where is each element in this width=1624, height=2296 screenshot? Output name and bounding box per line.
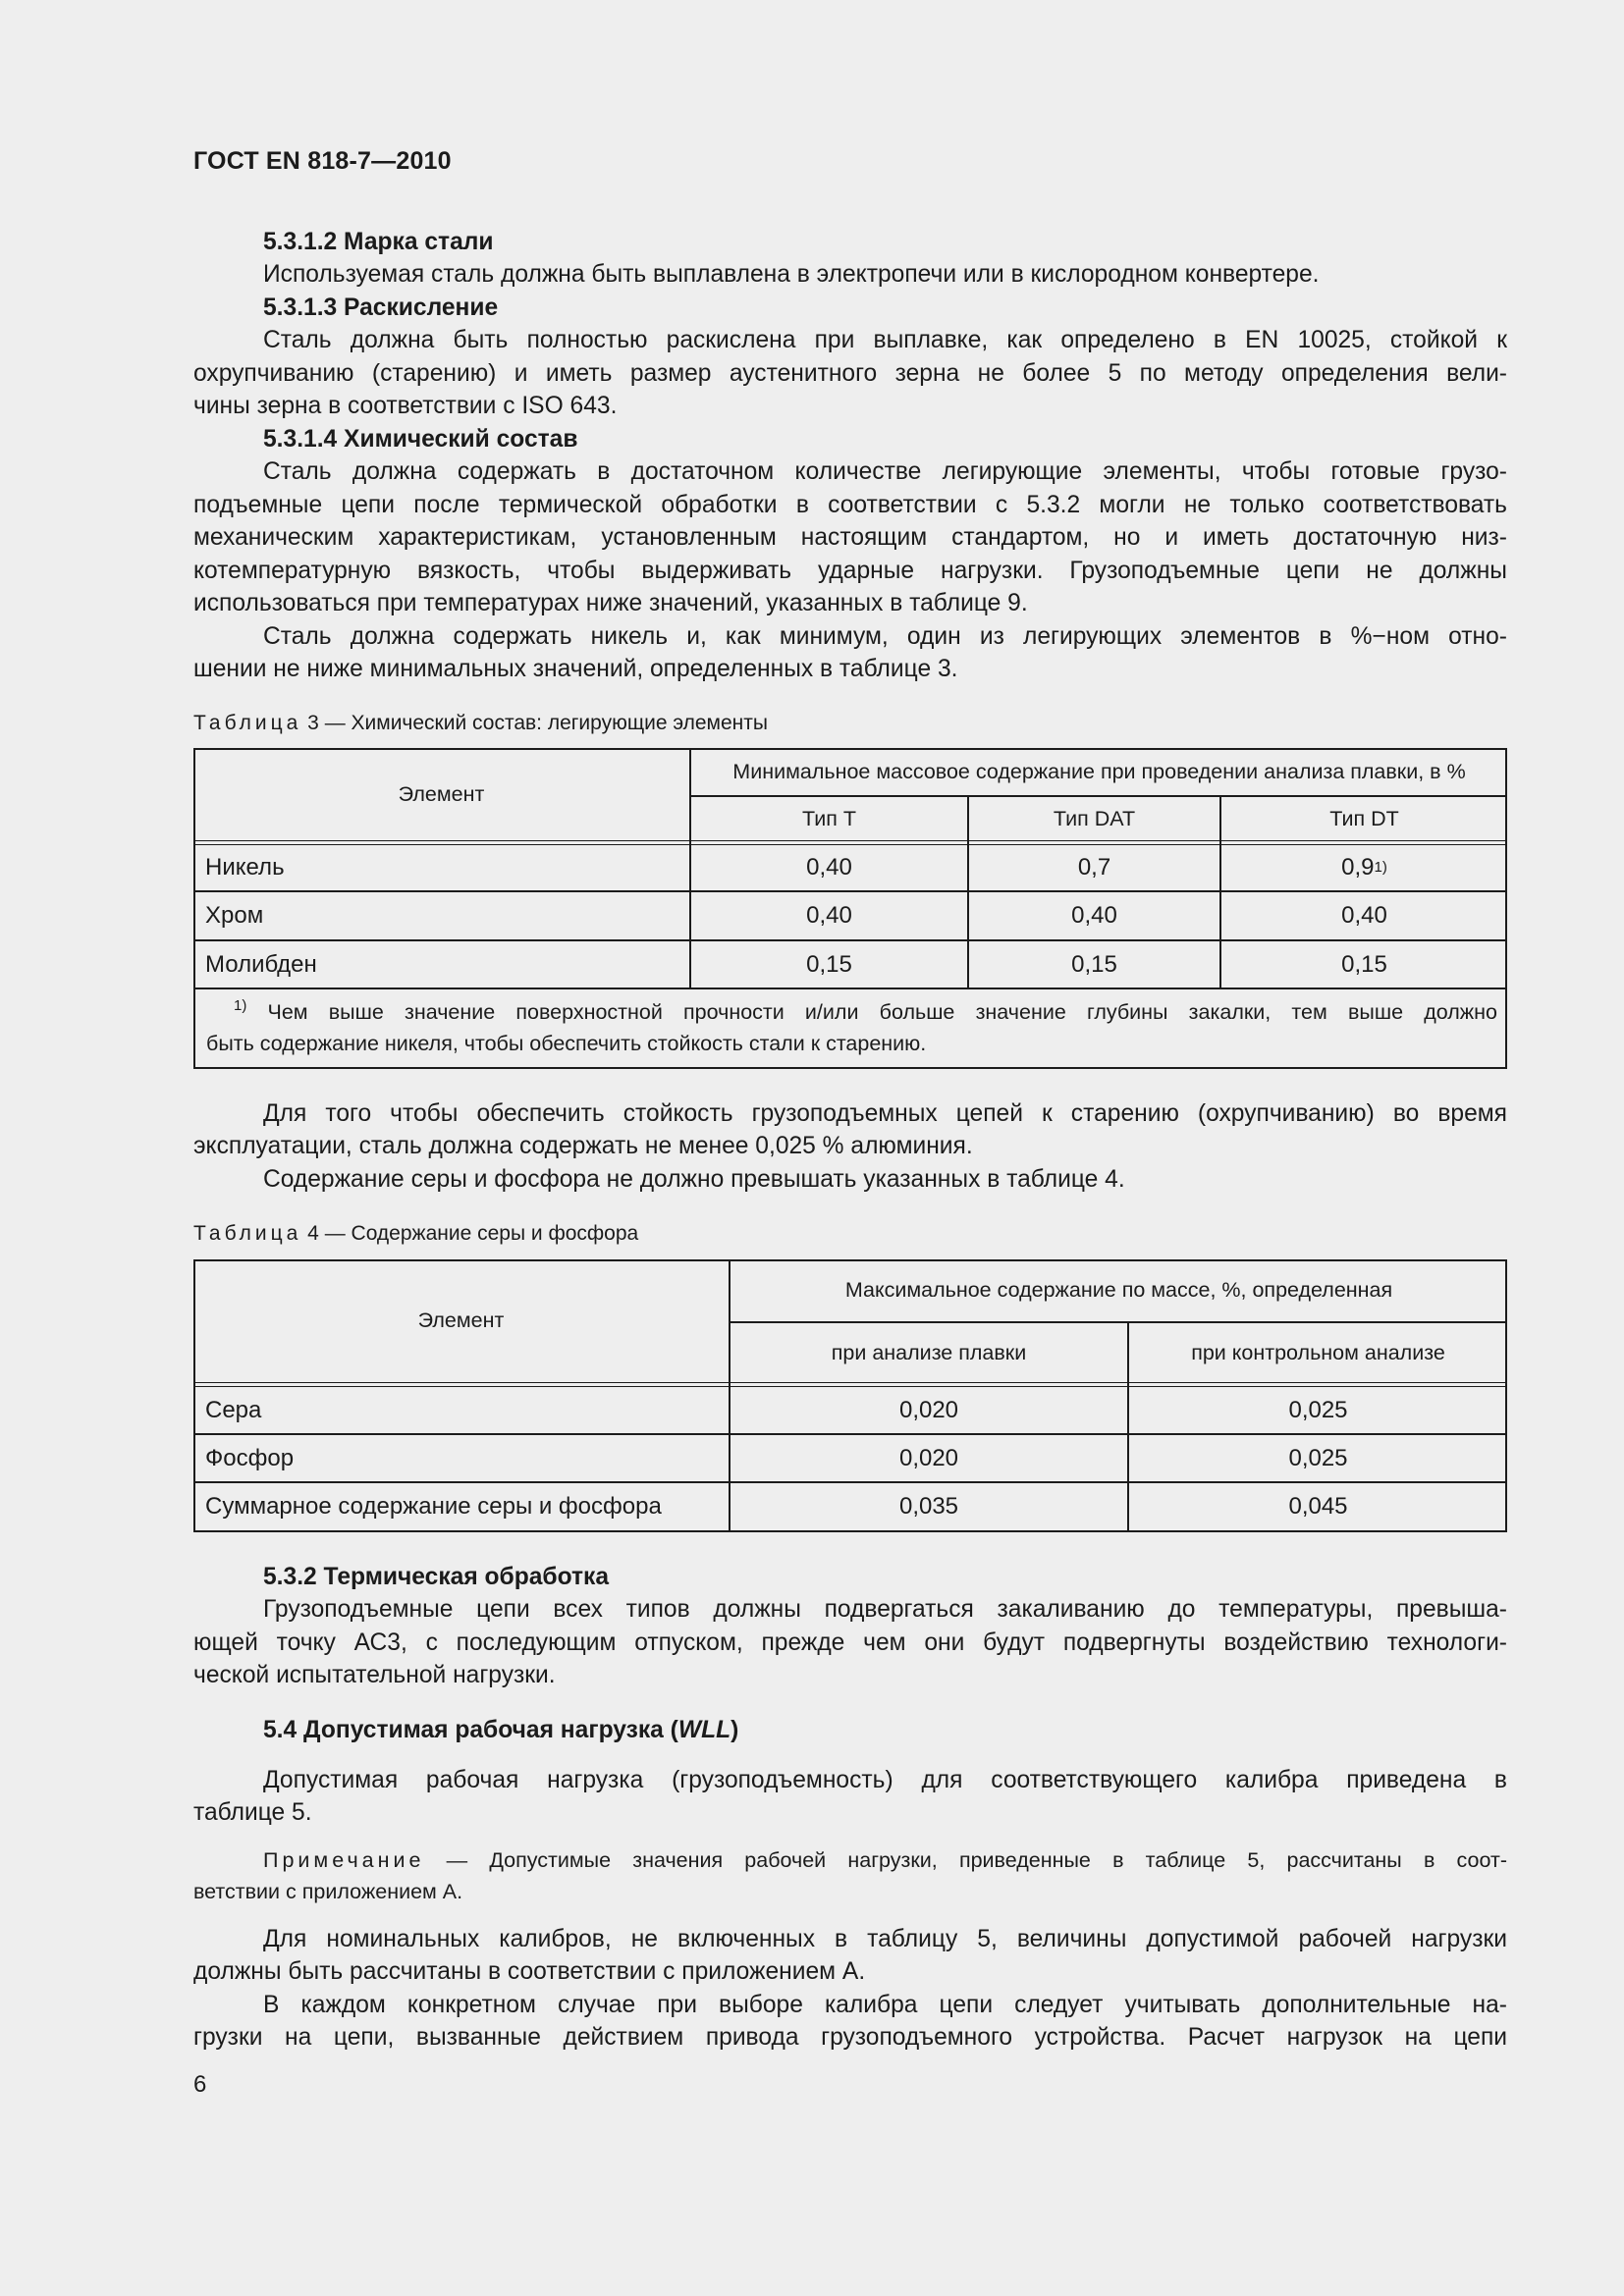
note-text: — Допустимые значения рабочей нагрузки, приведенные в таблице 5, рассчитаны в соот- [424,1848,1507,1872]
table4-caption [193,1217,1507,1251]
table4-caption-text: 4 — Содержание серы и фосфора [301,1222,639,1245]
table3-caption [193,707,1507,740]
table4-cell-element: Суммарное содержание серы и фосфора [205,1493,662,1520]
paragraph-line: В каждом конкретном случае при выборе калибра цепи следует учитывать дополнительные на- [263,1992,1507,2018]
note-label: Примечание [263,1848,425,1872]
table3-cell-element: Молибден [205,950,317,978]
table3-cell-element: Хром [205,902,264,929]
table3-header-element: Элемент [398,781,485,806]
table3-caption-text: 3 — Химический состав: легирующие элементы [301,712,768,734]
paragraph-line: подъемные цепи после термической обработки в соответствии с 5.3.2 могли не только соответствовать [193,492,1507,518]
table3-header-group: Минимальное массовое содержание при проведении анализа плавки, в % [732,759,1466,783]
table3-cell: 0,40 [806,902,852,929]
table4-cell: 0,045 [1288,1493,1348,1520]
paragraph-line: грузки на цепи, вызванные действием привода грузоподъемного устройства. Расчет нагрузок на цепи [193,2024,1507,2051]
note-line [193,1844,1507,1876]
table3-subheader: Тип DAT [1053,806,1136,830]
table3-cell: 0,15 [1071,950,1117,978]
section-title-5-3-1-4: 5.3.1.4 Химический состав [263,426,578,453]
table4-cell: 0,025 [1288,1444,1348,1471]
note-line: ветствии с приложением А. [193,1880,463,1903]
paragraph-line: должны быть рассчитаны в соответствии с приложением А. [193,1958,866,1985]
table3-caption-label: Таблица [193,712,302,734]
table4-cell: 0,035 [898,1493,959,1520]
paragraph-line: Для того чтобы обеспечить стойкость грузоподъемных цепей к старению (охрупчиванию) во время [263,1100,1507,1127]
table3-cell: 0,9 1) [1341,854,1387,881]
table3-divider [193,988,1507,989]
table4-header-element: Элемент [417,1308,505,1332]
section-title-5-4 [193,1714,1507,1747]
table3-cell: 0,15 [1341,950,1387,978]
paragraph-line: эксплуатации, сталь должна содержать не менее 0,025 % алюминия. [193,1133,973,1159]
table4-cell: 0,020 [898,1444,959,1471]
table3-cell: 0,40 [806,854,852,881]
paragraph-line: чины зерна в соответствии с ISO 643. [193,393,618,419]
table4-divider [193,1382,1507,1383]
paragraph-line: Для номинальных калибров, не включенных в таблицу 5, величины допустимой рабочей нагрузки [263,1926,1507,1952]
paragraph-line: Допустимая рабочая нагрузка (грузоподъемность) для соответствующего калибра приведена в [263,1767,1507,1793]
section-title-text: ) [731,1717,739,1743]
paragraph-line: ющей точку АС3, с последующим отпуском, прежде чем они будут подвергнуты воздействию технологи- [193,1629,1507,1656]
table4-cell: 0,025 [1288,1396,1348,1423]
paragraph-line: использоваться при температурах ниже значений, указанных в таблице 9. [193,590,1028,616]
table4-cell-element: Фосфор [205,1444,295,1471]
table4-cell-element: Сера [205,1396,262,1423]
paragraph-line: шении не ниже минимальных значений, определенных в таблице 3. [193,656,958,682]
table4-cell: 0,020 [898,1396,959,1423]
paragraph-line: Грузоподъемные цепи всех типов должны подвергаться закаливанию до температуры, превыша- [263,1596,1507,1623]
section-title-5-3-1-3: 5.3.1.3 Раскисление [263,294,499,321]
section-title-abbr: WLL [677,1717,731,1743]
paragraph-5-3-1-2: Используемая сталь должна быть выплавлена в электропечи или в кислородном конвертере. [263,261,1320,288]
section-title-5-3-1-2: 5.3.1.2 Марка стали [263,229,494,255]
table3-divider [193,840,1507,841]
table3-cell: 0,15 [806,950,852,978]
paragraph-line: таблице 5. [193,1799,312,1826]
paragraph-line: механическим характеристикам, установленным настоящим стандартом, но и иметь достаточную низ- [193,524,1507,551]
paragraph-line: Сталь должна содержать в достаточном количестве легирующие элементы, чтобы готовые грузо- [263,458,1507,485]
paragraph-line: ческой испытательной нагрузки. [193,1662,556,1688]
paragraph-line: Содержание серы и фосфора не должно превышать указанных в таблице 4. [263,1166,1125,1193]
table3-cell-element: Никель [205,854,285,881]
table3-subheader: Тип DT [1329,806,1399,830]
paragraph-line: Сталь должна содержать никель и, как минимум, один из легирующих элементов в %−ном отно- [263,623,1507,650]
page-number: 6 [193,2071,207,2098]
table3-cell: 0,40 [1071,902,1117,929]
paragraph-line: котемпературную вязкость, чтобы выдерживать ударные нагрузки. Грузоподъемные цепи не должны [193,558,1507,584]
table4-header-group: Максимальное содержание по массе, %, определенная [844,1278,1393,1302]
table4-subheader: при анализе плавки [831,1340,1027,1364]
table4-subheader: при контрольном анализе [1191,1340,1445,1364]
table3-cell: 0,40 [1341,902,1387,929]
table3-cell: 0,7 [1077,854,1111,881]
section-title-5-3-2: 5.3.2 Термическая обработка [263,1564,610,1590]
footnote-mark: 1) [234,997,247,1014]
table3-footnote-line: быть содержание никеля, чтобы обеспечить стойкость стали к старению. [206,1032,927,1055]
paragraph-line: охрупчиванию (старению) и иметь размер аустенитного зерна не более 5 по методу определения вели- [193,360,1507,387]
table4-caption-label: Таблица [193,1222,302,1245]
document-id-header: ГОСТ EN 818-7—2010 [193,147,452,175]
paragraph-line: Сталь должна быть полностью раскислена при выплавке, как определено в EN 10025, стойкой к [263,327,1507,353]
table3-subheader: Тип T [802,806,856,830]
section-title-text: 5.4 Допустимая рабочая нагрузка ( [263,1717,678,1743]
table3-footnote-line [206,996,1497,1028]
table3-cell-value: 0,9 [1341,854,1375,881]
table3-footnote-text: Чем выше значение поверхностной прочности и/или больше значение глубины закалки, тем выше должно [246,1000,1497,1024]
